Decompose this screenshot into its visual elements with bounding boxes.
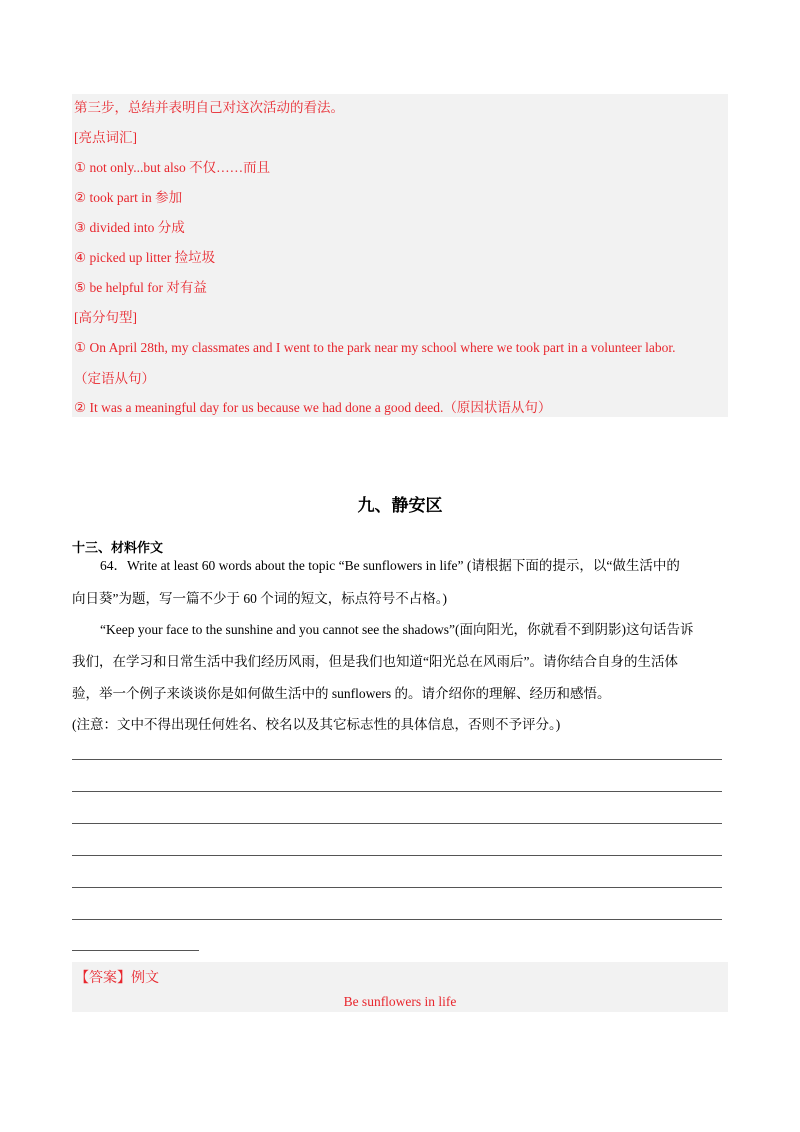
- section-subtitle: 十三、材料作文: [72, 541, 164, 556]
- essay-title: Be sunflowers in life: [343, 994, 457, 1009]
- writing-line[interactable]: [72, 887, 722, 888]
- vocab-item: ① not only...but also 不仅……而且: [74, 160, 271, 175]
- vocab-heading: [亮点词汇]: [74, 130, 137, 145]
- vocab-item: ⑤ be helpful for 对有益: [74, 280, 207, 295]
- sentence-item: ① On April 28th, my classmates and I went to the park near my school where we took part in a volunteer labor.: [74, 340, 676, 355]
- question-prompt: 我们，在学习和日常生活中我们经历风雨，但是我们也知道“阳光总在风雨后”。请你结合自身的生活体: [72, 654, 678, 669]
- question-prompt: “Keep your face to the sunshine and you cannot see the shadows”(面向阳光，你就看不到阴影)这句话告诉: [100, 622, 694, 637]
- writing-line[interactable]: [72, 823, 722, 824]
- question-note: (注意：文中不得出现任何姓名、校名以及其它标志性的具体信息，否则不予评分。): [72, 717, 561, 732]
- question-text: 向日葵”为题，写一篇不少于 60 个词的短文，标点符号不占格。): [72, 591, 447, 606]
- writing-line[interactable]: [72, 791, 722, 792]
- sentence-item: ② It was a meaningful day for us because we had done a good deed.（原因状语从句）: [74, 400, 552, 415]
- writing-line[interactable]: [72, 919, 722, 920]
- writing-line[interactable]: [72, 759, 722, 760]
- answer-label: 【答案】例文: [75, 971, 159, 986]
- question-text: 64．Write at least 60 words about the topic “Be sunflowers in life” (请根据下面的提示，以“做生活中的: [100, 558, 680, 573]
- tips-box: [72, 94, 728, 417]
- vocab-item: ③ divided into 分成: [74, 220, 185, 235]
- answer-box: [72, 962, 728, 1012]
- separator-line: [72, 950, 199, 951]
- sentence-heading: [高分句型]: [74, 310, 137, 325]
- writing-line[interactable]: [72, 855, 722, 856]
- section-title: 九、静安区: [357, 496, 443, 516]
- vocab-item: ② took part in 参加: [74, 190, 183, 205]
- sentence-note: （定语从句）: [74, 371, 155, 386]
- question-prompt: 验，举一个例子来谈谈你是如何做生活中的 sunflowers 的。请介绍你的理解、经历和感悟。: [72, 686, 611, 701]
- tips-step-line: 第三步，总结并表明自己对这次活动的看法。: [74, 100, 344, 115]
- vocab-item: ④ picked up litter 捡垃圾: [74, 250, 216, 265]
